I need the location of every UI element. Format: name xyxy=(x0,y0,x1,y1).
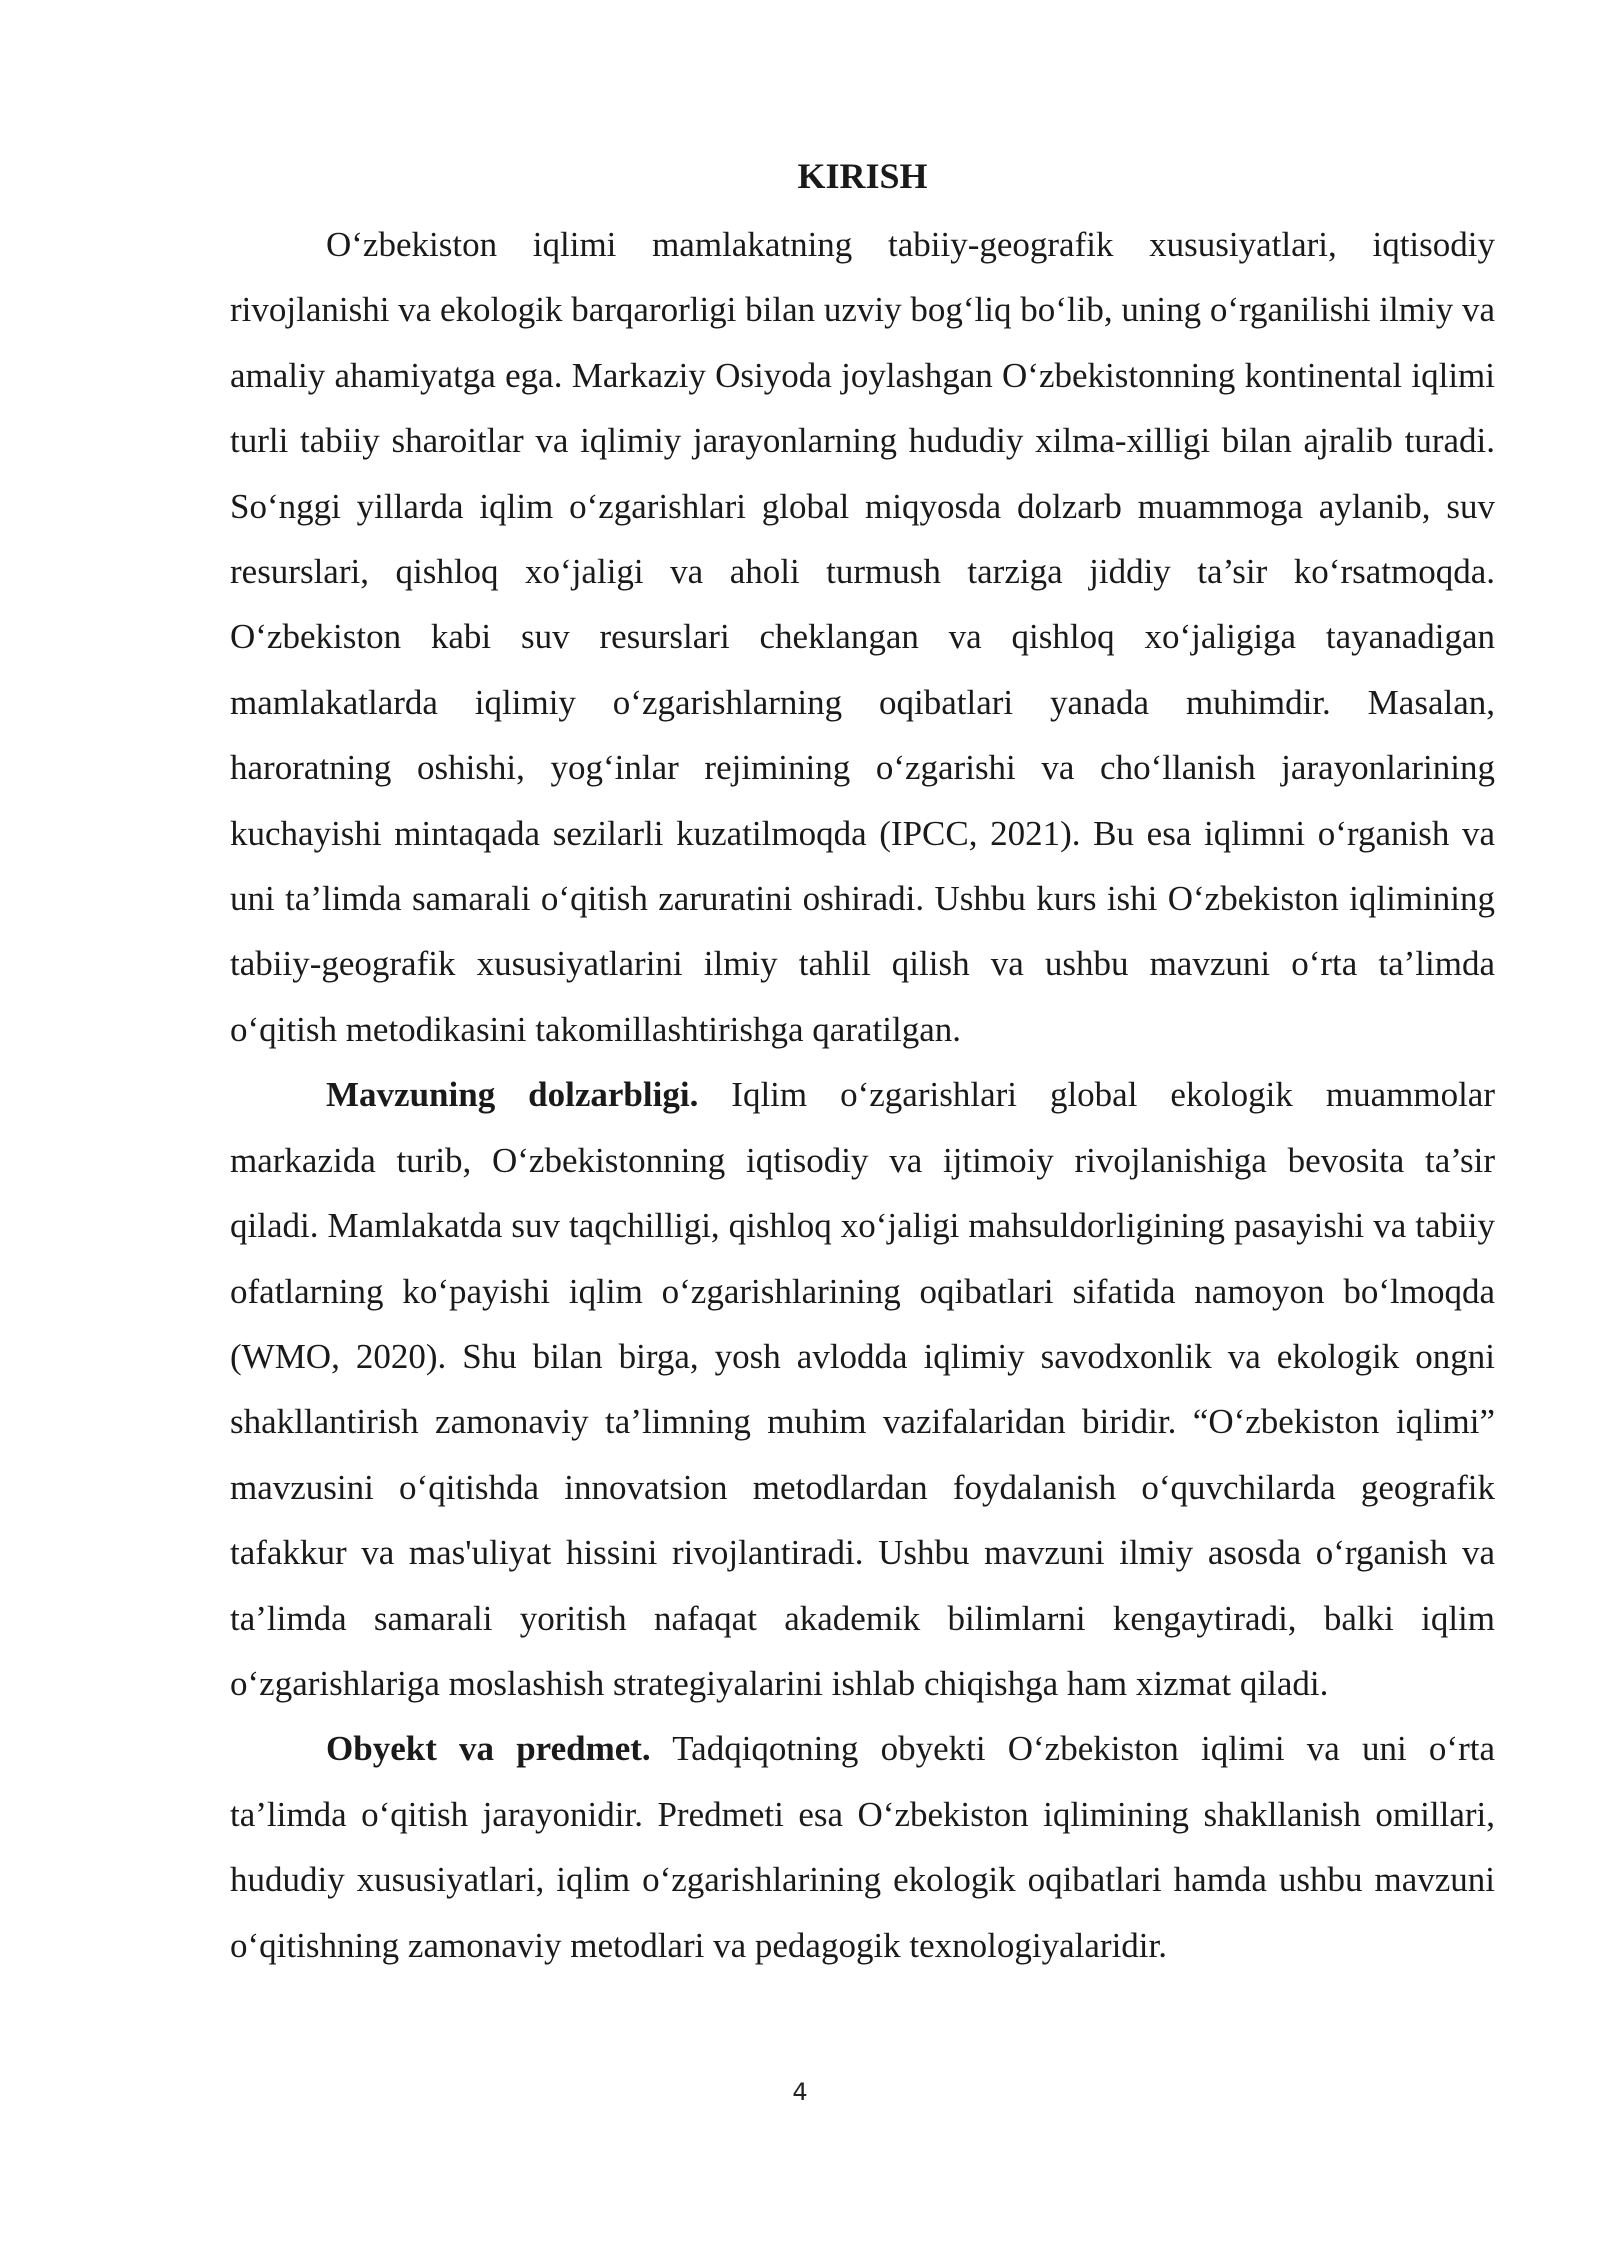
paragraph-relevance xyxy=(230,1062,1495,1716)
paragraph-lead-relevance: Mavzuning dolzarbligi. xyxy=(326,1075,699,1115)
page-number: 4 xyxy=(792,2078,808,2106)
section-heading: KIRISH xyxy=(797,156,928,196)
paragraph-object-subject xyxy=(230,1716,1495,1978)
paragraph-text: Iqlim o‘zgarishlari global ekologik muammolar markazida turib, O‘zbekistonning iqtisodiy va ijtimoiy rivojlanishiga bevosita ta’sir qiladi. Mamlakatda suv taqchilligi, qishloq xo‘jaligi mahsuldorligining pasayishi va tabiiy ofatlarning ko‘payishi iqlim o‘zgarishlarining oqibatlari sifatida namoyon bo‘lmoqda (WMO, 2020). Shu bilan birga, yosh avlodda iqlimiy savodxonlik va ekologik ongni shakllantirish zamonaviy ta’limning muhim vazifalaridan biridir. “O‘zbekiston iqlimi” mavzusini o‘qitishda innovatsion metodlardan foydalanish o‘quvchilarda geografik tafakkur va mas'uliyat hissini rivojlantiradi. Ushbu mavzuni ilmiy asosda o‘rganish va ta’limda samarali yoritish nafaqat akademik bilimlarni kengaytiradi, balki iqlim o‘zgarishlariga moslashish strategiyalarini ishlab chiqishga ham xizmat qiladi. xyxy=(230,1075,1496,1703)
paragraph-text: Tadqiqotning obyekti O‘zbekiston iqlimi va uni o‘rta ta’limda o‘qitish jarayonidir. Predmeti esa O‘zbekiston iqlimining shakllanish omillari, hududiy xususiyatlari, iqlim o‘zgarishlarining ekologik oqibatlari hamda ushbu mavzuni o‘qitishning zamonaviy metodlari va pedagogik texnologiyalaridir. xyxy=(230,1729,1495,1965)
paragraph-introduction xyxy=(230,212,1495,1062)
paragraph-lead-object-subject: Obyekt va predmet. xyxy=(326,1729,651,1769)
page-content xyxy=(230,150,1495,1978)
paragraph-text: O‘zbekiston iqlimi mamlakatning tabiiy-geografik xususiyatlari, iqtisodiy rivojlanishi va ekologik barqarorligi bilan uzviy bog‘liq bo‘lib, uning o‘rganilishi ilmiy va amaliy ahamiyatga ega. Markaziy Osiyoda joylashgan O‘zbekistonning kontinental iqlimi turli tabiiy sharoitlar va iqlimiy jarayonlarning hududiy xilma-xilligi bilan ajralib turadi. So‘nggi yillarda iqlim o‘zgarishlari global miqyosda dolzarb muammoga aylanib, suv resurslari, qishloq xo‘jaligi va aholi turmush tarziga jiddiy ta’sir ko‘rsatmoqda. O‘zbekiston kabi suv resurslari cheklangan va qishloq xo‘jaligiga tayanadigan mamlakatlarda iqlimiy o‘zgarishlarning oqibatlari yanada muhimdir. Masalan, haroratning oshishi, yog‘inlar rejimining o‘zgarishi va cho‘llanish jarayonlarining kuchayishi mintaqada sezilarli kuzatilmoqda (IPCC, 2021). Bu esa iqlimni o‘rganish va uni ta’limda samarali o‘qitish zaruratini oshiradi. Ushbu kurs ishi O‘zbekiston iqlimining tabiiy-geografik xususiyatlarini ilmiy tahlil qilish va ushbu mavzuni o‘rta ta’limda o‘qitish metodikasini takomillashtirishga qaratilgan. xyxy=(230,225,1495,1049)
